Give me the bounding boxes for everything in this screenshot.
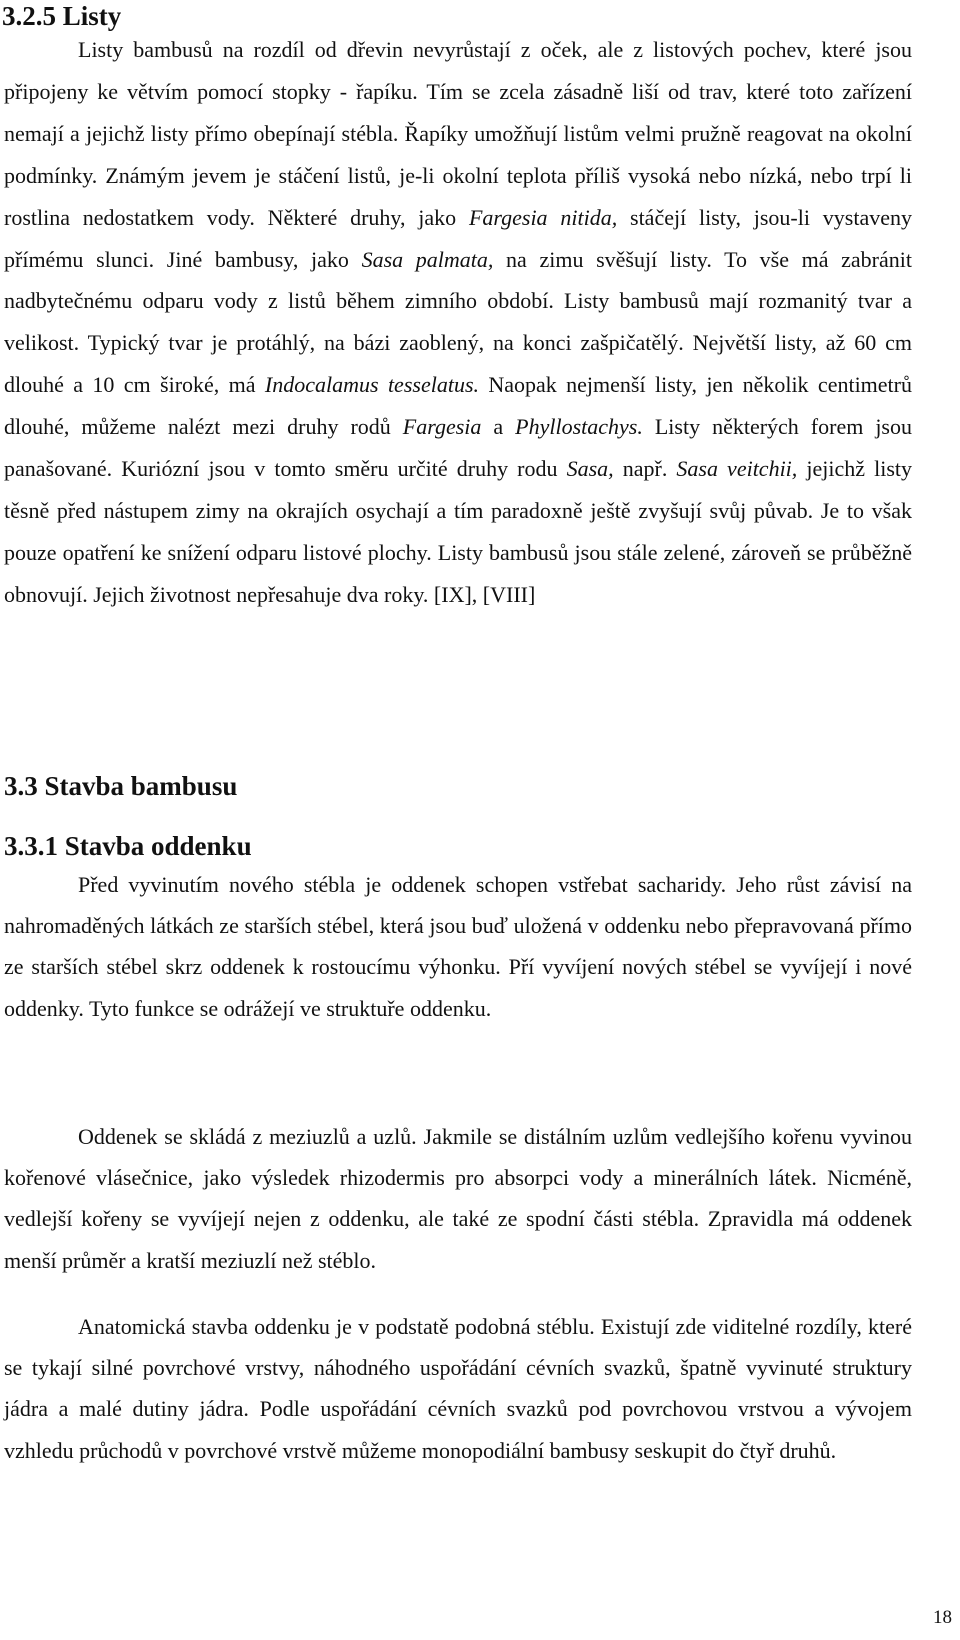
italic-species-name: Sasa palmata,: [361, 246, 494, 272]
section-heading-stavba-bambusu: 3.3 Stavba bambusu: [4, 771, 238, 801]
paragraph-oddenek-3: [4, 1306, 912, 1471]
text-run: Naopak nejmenší listy, jen několik centimetrů dlouhé, můžeme nalézt mezi druhy rodů: [4, 372, 912, 440]
paragraph-listy-text: [4, 37, 912, 607]
section-heading-listy: 3.2.5 Listy: [2, 1, 122, 31]
page-number: 18: [933, 1607, 952, 1628]
italic-species-name: Sasa veitchii,: [676, 456, 798, 482]
italic-species-name: Indocalamus tesselatus.: [264, 372, 479, 398]
text-run: např.: [613, 456, 677, 482]
section-heading-stavba-oddenku: 3.3.1 Stavba oddenku: [4, 831, 252, 861]
text-run: na zimu svěšují listy. To vše má zabránit nadbytečnému odparu vody z listů během zimního období. Listy bambusů mají rozmanitý tvar a velikost. Typický tvar je protáhlý, na bázi zaoblený, na konci zašpičatělý. Největší listy, až 60 cm dlouhé a 10 cm široké, má: [4, 246, 912, 398]
paragraph-oddenek-2-text: Oddenek se skládá z meziuzlů a uzlů. Jakmile se distálním uzlům vedlejšího kořenu vyvinou kořenové vlásečnice, jako výsledek rhizodermis pro absorpci vody a minerálních látek. Nicméně, vedlejší kořeny se vyvíjejí nejen z oddenku, ale také ze spodní části stébla. Zpravidla má oddenek menší průměr a kratší meziuzlí než stéblo.: [4, 1124, 912, 1273]
paragraph-oddenek-2: [4, 1116, 912, 1281]
italic-species-name: Sasa,: [566, 456, 614, 482]
text-run: jejichž listy těsně před nástupem zimy na okrajích osychají a tím paradoxně ještě zvyšují svůj půvab. Je to však pouze opatření ke snížení odparu listové plochy. Listy bambusů jsou stále zelené, zároveň se průběžně obnovují. Jejich životnost nepřesahuje dva roky. [IX], [VIII]: [4, 456, 912, 607]
paragraph-oddenek-1-text: Před vyvinutím nového stébla je oddenek schopen vstřebat sacharidy. Jeho růst závisí na nahromaděných látkách ze starších stébel, která jsou buď uložená v oddenku nebo přepravovaná přímo ze starších stébel skrz oddenek k rostoucímu výhonku. Pří vyvíjení nových stébel se vyvíjejí i nové oddenky. Tyto funkce se odrážejí ve struktuře oddenku.: [4, 872, 912, 1021]
italic-species-name: Fargesia: [402, 414, 482, 440]
italic-species-name: Fargesia nitida,: [468, 204, 618, 230]
paragraph-oddenek-3-text: Anatomická stavba oddenku je v podstatě podobná stéblu. Existují zde viditelné rozdíly, které se tykají silné povrchové vrstvy, náhodného uspořádání cévních svazků, špatně vyvinuté struktury jádra a malé dutiny jádra. Podle uspořádání cévních svazků pod povrchovou vrstvou a vývojem vzhledu průchodů v povrchové vrstvě můžeme monopodiální bambusy seskupit do čtyř druhů.: [4, 1314, 912, 1463]
text-run: stáčejí listy, jsou-li vystaveny přímému slunci. Jiné bambusy, jako: [4, 204, 912, 272]
text-run: Listy některých forem jsou panašované. Kuriózní jsou v tomto směru určité druhy rodu: [4, 414, 912, 482]
paragraph-oddenek-1: [4, 864, 912, 1029]
italic-species-name: Phyllostachys.: [515, 414, 643, 440]
text-run: a: [481, 414, 516, 440]
text-run: Listy bambusů na rozdíl od dřevin nevyrůstají z oček, ale z listových pochev, které jsou připojeny ke větvím pomocí stopky - řapíku. Tím se zcela zásadně liší od trav, které toto zařízení nemají a jejichž listy přímo obepínají stébla. Řapíky umožňují listům velmi pružně reagovat na okolní podmínky. Známým jevem je stáčení listů, je-li okolní teplota příliš vysoká nebo nízká, nebo trpí li rostlina nedostatkem vody. Některé druhy, jako: [4, 37, 912, 230]
paragraph-listy: [4, 29, 912, 616]
